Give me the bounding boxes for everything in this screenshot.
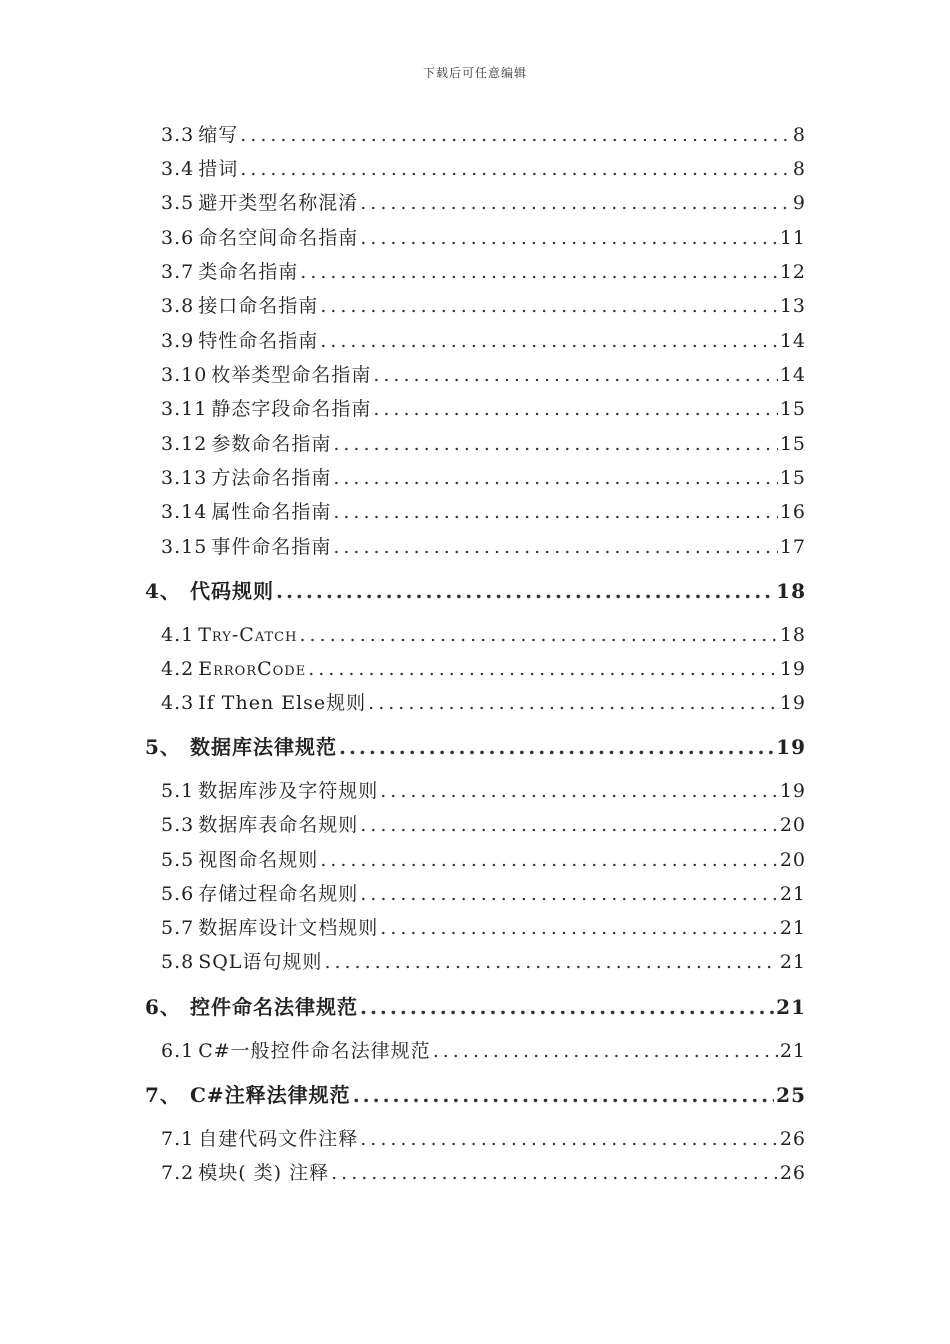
toc-entry-title: 数据库设计文档规则: [198, 917, 379, 939]
toc-entry-title: 特性命名指南: [198, 330, 319, 352]
toc-dot-leader: [380, 913, 778, 943]
toc-entry-number: 5、: [145, 735, 181, 759]
toc-dot-leader: [433, 1036, 778, 1066]
toc-entry-number: 3.3: [161, 124, 195, 146]
toc-section-entry[interactable]: [161, 1124, 806, 1154]
toc-dot-leader: [276, 576, 774, 606]
toc-entry-number: 4.2: [161, 658, 195, 680]
toc-dot-leader: [320, 326, 778, 356]
toc-dot-leader: [333, 497, 777, 527]
toc-dot-leader: [380, 776, 778, 806]
toc-chapter-entry[interactable]: [145, 1080, 806, 1110]
toc-dot-leader: [324, 947, 777, 977]
toc-entry-number: 3.6: [161, 227, 195, 249]
toc-section-entry[interactable]: [161, 120, 806, 150]
toc-entry-number: 3.13: [161, 467, 208, 489]
toc-entry-title: 属性命名指南: [211, 501, 332, 523]
toc-entry-number: 5.1: [161, 780, 195, 802]
toc-entry-page-number: 18: [779, 624, 806, 646]
toc-dot-leader: [299, 620, 777, 650]
toc-dot-leader: [368, 688, 778, 718]
toc-dot-leader: [360, 879, 778, 909]
toc-section-entry[interactable]: [161, 291, 806, 321]
toc-entry-page-number: 11: [779, 227, 806, 249]
toc-chapter-entry[interactable]: [145, 576, 806, 606]
toc-dot-leader: [373, 360, 777, 390]
toc-entry-title: 数据库表命名规则: [198, 814, 359, 836]
toc-entry-title: ErrorCode: [198, 658, 307, 680]
toc-entry-title: 模块( 类) 注释: [198, 1162, 330, 1184]
toc-entry-page-number: 14: [779, 330, 806, 352]
toc-entry-page-number: 19: [776, 735, 806, 759]
toc-section-entry[interactable]: [161, 1036, 806, 1066]
toc-dot-leader: [300, 257, 778, 287]
toc-entry-page-number: 12: [779, 261, 806, 283]
toc-entry-number: 3.12: [161, 433, 208, 455]
toc-entry-number: 3.5: [161, 192, 195, 214]
toc-section-entry[interactable]: [161, 326, 806, 356]
toc-entry-title: Try-Catch: [198, 624, 298, 646]
toc-entry-title: 避开类型名称混淆: [198, 192, 359, 214]
toc-entry-number: 5.7: [161, 917, 195, 939]
toc-dot-leader: [320, 291, 778, 321]
toc-entry-page-number: 9: [792, 192, 806, 214]
toc-entry-page-number: 18: [776, 579, 806, 603]
toc-entry-title: C#注释法律规范: [190, 1083, 351, 1107]
toc-section-entry[interactable]: [161, 654, 806, 684]
toc-entry-title: SQL语句规则: [198, 951, 323, 973]
toc-dot-leader: [360, 1124, 778, 1154]
toc-entry-title: If Then Else规则: [198, 692, 367, 714]
toc-dot-leader: [373, 394, 777, 424]
toc-dot-leader: [339, 732, 774, 762]
toc-section-entry[interactable]: [161, 360, 806, 390]
toc-entry-page-number: 17: [779, 536, 806, 558]
toc-section-entry[interactable]: [161, 497, 806, 527]
toc-entry-number: 4.3: [161, 692, 195, 714]
toc-entry-title: 类命名指南: [198, 261, 299, 283]
toc-section-entry[interactable]: [161, 223, 806, 253]
toc-entry-number: 7.1: [161, 1128, 195, 1150]
toc-entry-title: 事件命名指南: [211, 536, 332, 558]
toc-entry-page-number: 13: [779, 295, 806, 317]
toc-entry-page-number: 19: [779, 780, 806, 802]
toc-entry-title: 数据库涉及字符规则: [198, 780, 379, 802]
toc-dot-leader: [308, 654, 778, 684]
toc-section-entry[interactable]: [161, 394, 806, 424]
toc-entry-title: 静态字段命名指南: [211, 398, 372, 420]
toc-section-entry[interactable]: [161, 810, 806, 840]
toc-entry-number: 3.9: [161, 330, 195, 352]
toc-section-entry[interactable]: [161, 776, 806, 806]
toc-entry-page-number: 19: [779, 692, 806, 714]
toc-dot-leader: [333, 463, 777, 493]
toc-dot-leader: [360, 810, 778, 840]
toc-entry-number: 6.1: [161, 1040, 195, 1062]
toc-dot-leader: [360, 223, 778, 253]
toc-entry-title: 存储过程命名规则: [198, 883, 359, 905]
page-header: 下载后可任意编辑: [422, 66, 527, 80]
toc-dot-leader: [353, 1080, 774, 1110]
toc-entry-number: 5.3: [161, 814, 195, 836]
toc-section-entry[interactable]: [161, 1158, 806, 1188]
toc-entry-page-number: 16: [779, 501, 806, 523]
toc-entry-number: 3.11: [161, 398, 208, 420]
toc-entry-title: 视图命名规则: [198, 849, 319, 871]
toc-entry-number: 4.1: [161, 624, 195, 646]
toc-dot-leader: [240, 154, 791, 184]
toc-entry-page-number: 25: [776, 1083, 806, 1107]
toc-section-entry[interactable]: [161, 688, 806, 718]
toc-entry-number: 5.8: [161, 951, 195, 973]
toc-entry-title: 自建代码文件注释: [198, 1128, 359, 1150]
toc-entry-page-number: 21: [779, 883, 806, 905]
toc-entry-number: 3.10: [161, 364, 208, 386]
toc-section-entry[interactable]: [161, 845, 806, 875]
toc-section-entry[interactable]: [161, 532, 806, 562]
toc-entry-number: 4、: [145, 579, 181, 603]
toc-chapter-entry[interactable]: [145, 992, 806, 1022]
toc-entry-number: 3.4: [161, 158, 195, 180]
toc-entry-title: 数据库法律规范: [190, 735, 337, 759]
toc-section-entry[interactable]: [161, 188, 806, 218]
toc-entry-number: 7、: [145, 1083, 181, 1107]
toc-entry-title: 接口命名指南: [198, 295, 319, 317]
toc-entry-number: 6、: [145, 995, 181, 1019]
toc-entry-title: 参数命名指南: [211, 433, 332, 455]
toc-chapter-entry[interactable]: [145, 732, 806, 762]
toc-entry-page-number: 20: [779, 849, 806, 871]
toc-entry-page-number: 19: [779, 658, 806, 680]
toc-section-entry[interactable]: [161, 879, 806, 909]
toc-dot-leader: [240, 120, 791, 150]
toc-dot-leader: [360, 992, 774, 1022]
toc-entry-page-number: 21: [779, 1040, 806, 1062]
toc-entry-number: 3.8: [161, 295, 195, 317]
toc-entry-page-number: 15: [779, 433, 806, 455]
toc-section-entry[interactable]: [161, 463, 806, 493]
toc-entry-number: 3.7: [161, 261, 195, 283]
toc-section-entry[interactable]: [161, 257, 806, 287]
toc-entry-title: 方法命名指南: [211, 467, 332, 489]
toc-entry-number: 5.5: [161, 849, 195, 871]
toc-entry-page-number: 15: [779, 398, 806, 420]
toc-entry-number: 3.15: [161, 536, 208, 558]
toc-entry-title: 代码规则: [190, 579, 274, 603]
toc-entry-page-number: 15: [779, 467, 806, 489]
toc-dot-leader: [360, 188, 791, 218]
toc-entry-page-number: 8: [792, 124, 806, 146]
toc-entry-page-number: 21: [779, 951, 806, 973]
toc-dot-leader: [331, 1158, 778, 1188]
toc-entry-title: 命名空间命名指南: [198, 227, 359, 249]
toc-entry-number: 7.2: [161, 1162, 195, 1184]
toc-entry-page-number: 26: [779, 1162, 806, 1184]
toc-section-entry[interactable]: [161, 620, 806, 650]
toc-section-entry[interactable]: [161, 913, 806, 943]
toc-dot-leader: [333, 532, 777, 562]
toc-entry-title: 枚举类型命名指南: [211, 364, 372, 386]
toc-entry-title: 缩写: [198, 124, 239, 146]
toc-entry-title: C#一般控件命名法律规范: [198, 1040, 431, 1062]
toc-entry-page-number: 21: [776, 995, 806, 1019]
toc-dot-leader: [333, 429, 777, 459]
toc-entry-page-number: 26: [779, 1128, 806, 1150]
toc-dot-leader: [320, 845, 778, 875]
toc-entry-page-number: 8: [792, 158, 806, 180]
toc-entry-page-number: 20: [779, 814, 806, 836]
toc-entry-title: 措词: [198, 158, 239, 180]
toc-entry-number: 3.14: [161, 501, 208, 523]
toc-section-entry[interactable]: [161, 947, 806, 977]
toc-section-entry[interactable]: [161, 429, 806, 459]
toc-section-entry[interactable]: [161, 154, 806, 184]
toc-entry-number: 5.6: [161, 883, 195, 905]
toc-entry-title: 控件命名法律规范: [190, 995, 358, 1019]
toc-entry-page-number: 21: [779, 917, 806, 939]
toc-entry-page-number: 14: [779, 364, 806, 386]
